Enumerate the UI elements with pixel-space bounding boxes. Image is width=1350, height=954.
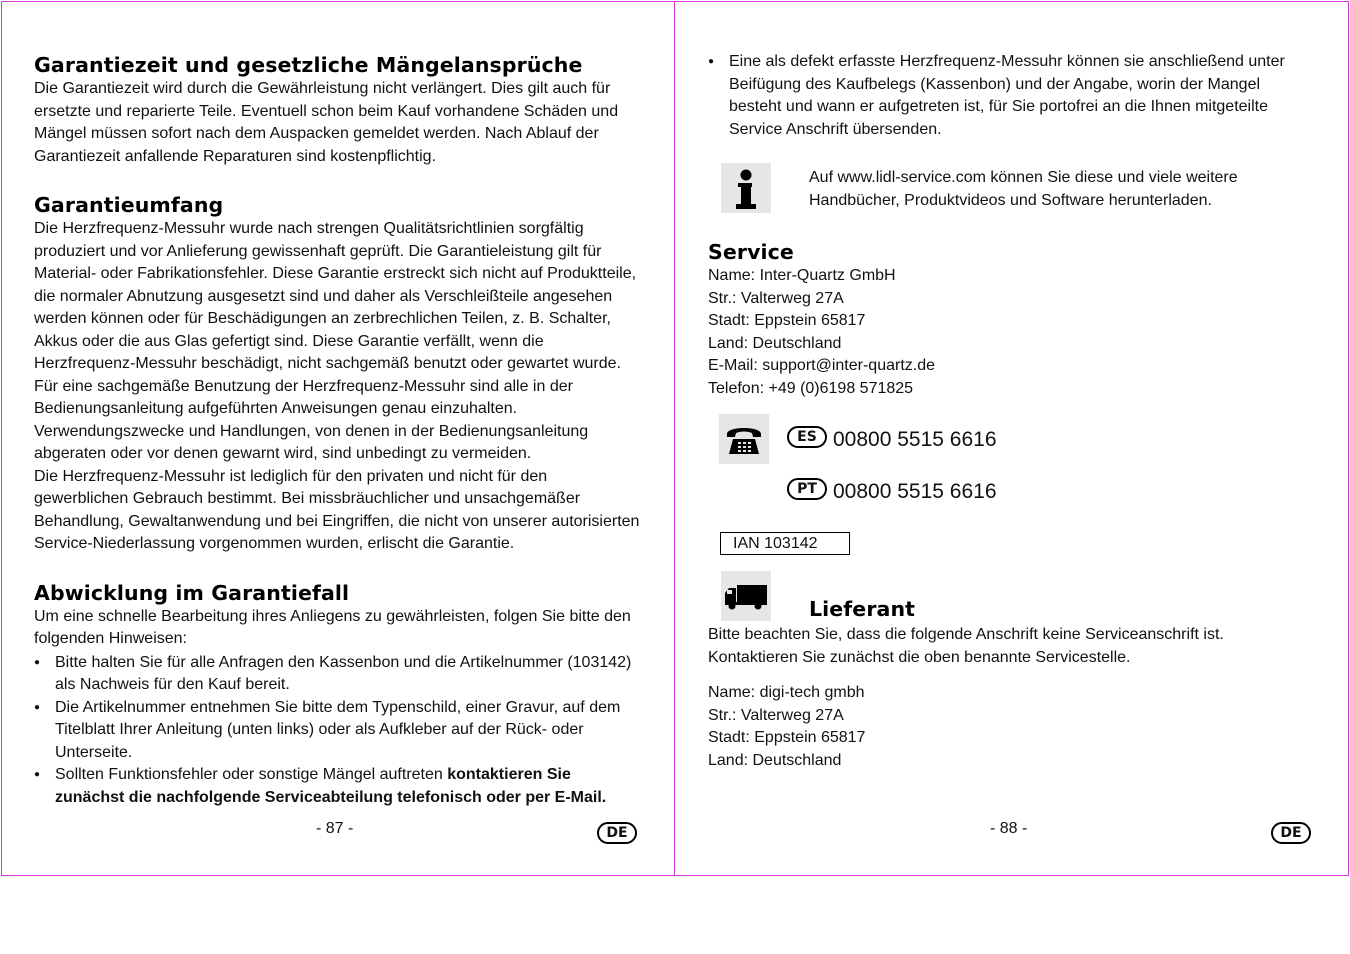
spacer [708, 669, 1308, 682]
service-street: Str.: Valterweg 27A [708, 289, 844, 307]
ian-box: IAN 103142 [720, 532, 850, 555]
paragraph-garantiezeit: Die Garantiezeit wird durch die Gewährleistung nicht verlängert. Dies gilt auch für ersetzte und reparierte Teile. Eventuell schon beim Kauf vorhandene Schäden und Mängel müssen sofort nach dem Auspacken gemeldet werden. Nach Ablauf der Garantiezeit anfallende Reparaturen sind kostenpflichtig. [34, 80, 619, 165]
spacer [34, 168, 642, 192]
left-content [34, 52, 642, 809]
list-item [34, 764, 642, 809]
list-item-text: Sollten Funktionsfehler oder sonstige Mängel auftreten [55, 766, 448, 783]
list-item: ● Bitte halten Sie für alle Anfragen den Kassenbon und die Artikelnummer (103142) als Nachweis für den Kauf bereit. [34, 652, 642, 697]
page-number-right: - 88 - [990, 820, 1028, 837]
supplier-name: Name: digi-tech gmbh [708, 684, 865, 701]
service-block [708, 239, 1308, 400]
service-city: Stadt: Eppstein 65817 [708, 312, 866, 329]
language-badge-right: DE [1271, 822, 1311, 844]
info-text: Auf www.lidl-service.com können Sie diese und viele weitere Handbücher, Produktvideos und Software herunterladen. [809, 169, 1238, 209]
supplier-country: Land: Deutschland [708, 751, 842, 769]
service-name: Name: Inter-Quartz GmbH [708, 267, 896, 284]
spacer [34, 556, 642, 580]
country-badge-pt: PT [787, 478, 827, 500]
service-country: Land: Deutschland [708, 334, 842, 352]
phone-row-es [787, 426, 997, 454]
bullet-list-abwicklung [34, 652, 642, 810]
phone-number-es[interactable]: 00800 5515 6616 [833, 428, 997, 451]
supplier-heading-block [809, 596, 915, 622]
list-item: ● Eine als defekt erfasste Herzfrequenz-Messuhr können sie anschließend unter Beifügung des Kaufbelegs (Kassenbon) und der Angabe, worin der Mangel besteht und wann er aufgetreten ist, für Sie portofrei an die Ihnen mitgeteilte Service Anschrift übersenden. [708, 51, 1308, 141]
supplier-street: Str.: Valterweg 27A [708, 706, 844, 724]
language-badge-left: DE [597, 822, 637, 844]
list-item: ● Die Artikelnummer entnehmen Sie bitte dem Typenschild, einer Gravur, auf dem Titelblatt Ihrer Anleitung (unten links) oder als Aufkleber auf der Rück- oder Unterseite. [34, 697, 642, 765]
heading-lieferant: Lieferant [809, 597, 916, 621]
paragraph-garantieumfang-1: Die Herzfrequenz-Messuhr wurde nach strengen Qualitätsrichtlinien sorgfältig produziert und vor Anlieferung gewissenhaft geprüft. Die Garantieleistung gilt für Material- oder Fabrikationsfehler. Diese Garantie erstreckt sich nicht auf Produktteile, die normaler Abnutzung ausgesetzt sind und daher als Verschleißteile angesehen werden können oder für Beschädigungen an zerbrechlichen Teilen, z. B. Schalter, Akkus oder die aus Glas gefertigt sind. Diese Garantie verfällt, wenn die Herzfrequenz-Messuhr beschädigt, nicht sachgemäß benutzt oder gewartet wurde. Für eine sachgemäße Benutzung der Herzfrequenz-Messuhr sind alle in der Bedienungsanleitung aufgeführten Anweisungen genau einzuhalten. Verwendungszwecke und Handlungen, von denen in der Bedienungsanleitung abgeraten oder vor denen gewarnt wird, sind unbedingt zu vermeiden. [34, 220, 637, 462]
heading-garantieumfang: Garantieumfang [34, 193, 224, 217]
paragraph-garantieumfang-2: Die Herzfrequenz-Messuhr ist lediglich für den privaten und nicht für den gewerblichen Gebrauch bestimmt. Bei missbräuchlicher und unsachgemäßer Behandlung, Gewaltanwendung und bei Eingriffen, die nicht von unserer autorisierten Service-Niederlassung vorgenommen wurden, erlischt die Garantie. [34, 467, 640, 552]
bullet-list-right [708, 51, 1308, 141]
paragraph-abwicklung-intro: Um eine schnelle Bearbeitung ihres Anliegens zu gewährleisten, folgen Sie bitte den folgenden Hinweisen: [34, 607, 631, 647]
right-bullet-block [708, 51, 1308, 141]
heading-service: Service [708, 240, 794, 264]
phone-row-pt [787, 478, 997, 506]
heading-garantiezeit: Garantiezeit und gesetzliche Mängelansprüche [34, 53, 583, 77]
telephone-icon [719, 414, 769, 464]
service-phone: Telefon: +49 (0)6198 571825 [708, 379, 914, 397]
list-item-bold-text: kontaktieren Sie zunächst die nachfolgende Serviceabteilung telefonisch oder per E-Mail. [55, 766, 607, 806]
page-number-left: - 87 - [316, 820, 354, 837]
supplier-city: Stadt: Eppstein 65817 [708, 729, 866, 746]
truck-icon [721, 571, 771, 621]
info-icon [721, 163, 771, 213]
supplier-block [708, 624, 1308, 772]
country-badge-es: ES [787, 426, 827, 448]
service-email: E-Mail: support@inter-quartz.de [708, 357, 935, 374]
phone-number-pt[interactable]: 00800 5515 6616 [833, 480, 997, 503]
heading-abwicklung: Abwicklung im Garantiefall [34, 580, 350, 605]
supplier-note: Bitte beachten Sie, dass die folgende Anschrift keine Serviceanschrift ist. Kontaktieren Sie zunächst die oben benannte Servicestelle. [708, 626, 1224, 666]
